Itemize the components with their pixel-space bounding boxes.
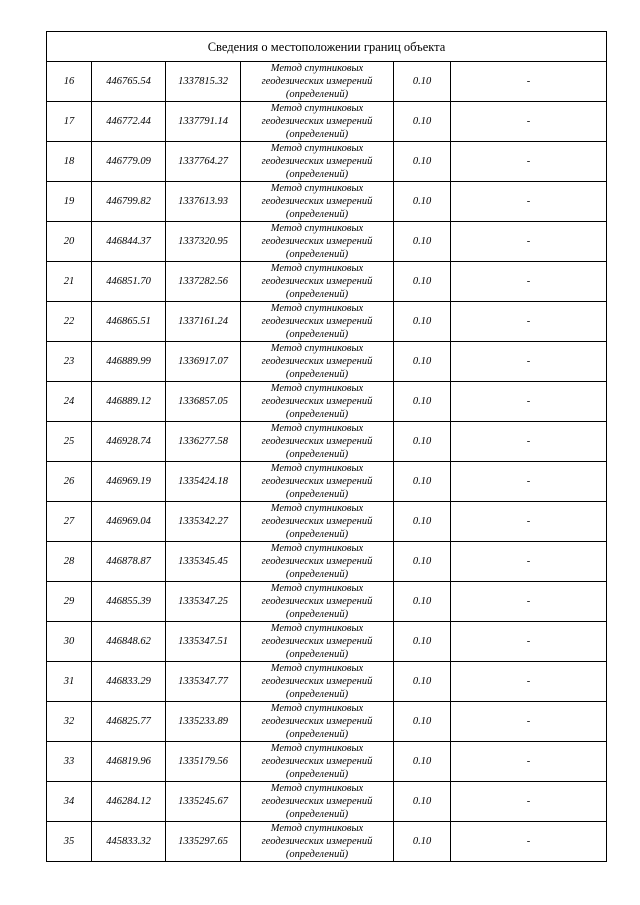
coordinate-y-cell: 1337161.24 xyxy=(166,302,241,342)
description-cell: - xyxy=(451,142,607,182)
method-line: Метод спутниковых xyxy=(270,583,364,594)
table-row xyxy=(47,542,607,582)
accuracy-cell: 0.10 xyxy=(394,182,451,222)
method-line: Метод спутниковых xyxy=(270,63,364,74)
coordinate-y-cell: 1335342.27 xyxy=(166,502,241,542)
method-line: Метод спутниковых xyxy=(270,383,364,394)
accuracy-cell: 0.10 xyxy=(394,142,451,182)
method-cell xyxy=(241,262,394,302)
description-cell: - xyxy=(451,382,607,422)
method-line: (определений) xyxy=(285,249,349,260)
coordinate-x-cell: 446969.04 xyxy=(92,502,166,542)
method-line: (определений) xyxy=(285,569,349,580)
method-line: (определений) xyxy=(285,489,349,500)
method-line: Метод спутниковых xyxy=(270,543,364,554)
method-line: геодезических измерений xyxy=(261,396,373,407)
table-row xyxy=(47,62,607,102)
method-cell xyxy=(241,462,394,502)
coordinate-y-cell: 1335347.25 xyxy=(166,582,241,622)
method-line: геодезических измерений xyxy=(261,156,373,167)
coordinate-x-cell: 446833.29 xyxy=(92,662,166,702)
accuracy-cell: 0.10 xyxy=(394,502,451,542)
description-cell: - xyxy=(451,742,607,782)
description-cell: - xyxy=(451,422,607,462)
table-row xyxy=(47,142,607,182)
accuracy-cell: 0.10 xyxy=(394,662,451,702)
accuracy-cell: 0.10 xyxy=(394,262,451,302)
description-cell: - xyxy=(451,622,607,662)
method-line: (определений) xyxy=(285,609,349,620)
method-line: (определений) xyxy=(285,409,349,420)
table-row xyxy=(47,622,607,662)
point-number-cell: 28 xyxy=(47,542,92,582)
description-cell: - xyxy=(451,302,607,342)
method-line: (определений) xyxy=(285,449,349,460)
coordinate-x-cell: 446855.39 xyxy=(92,582,166,622)
method-line: (определений) xyxy=(285,729,349,740)
table-body xyxy=(47,32,607,862)
description-cell: - xyxy=(451,102,607,142)
point-number-cell: 26 xyxy=(47,462,92,502)
coordinate-x-cell: 446889.99 xyxy=(92,342,166,382)
description-cell: - xyxy=(451,262,607,302)
point-number-cell: 18 xyxy=(47,142,92,182)
accuracy-cell: 0.10 xyxy=(394,342,451,382)
description-cell: - xyxy=(451,62,607,102)
method-line: геодезических измерений xyxy=(261,676,373,687)
table-row xyxy=(47,582,607,622)
coordinate-y-cell: 1337815.32 xyxy=(166,62,241,102)
coordinate-y-cell: 1335233.89 xyxy=(166,702,241,742)
method-line: геодезических измерений xyxy=(261,596,373,607)
method-line: геодезических измерений xyxy=(261,836,373,847)
method-line: (определений) xyxy=(285,129,349,140)
method-line: (определений) xyxy=(285,809,349,820)
boundary-coordinates-table xyxy=(46,31,607,862)
method-line: геодезических измерений xyxy=(261,516,373,527)
table-row xyxy=(47,702,607,742)
coordinate-y-cell: 1337764.27 xyxy=(166,142,241,182)
method-line: Метод спутниковых xyxy=(270,103,364,114)
coordinate-y-cell: 1335347.51 xyxy=(166,622,241,662)
method-cell xyxy=(241,342,394,382)
coordinate-y-cell: 1336857.05 xyxy=(166,382,241,422)
description-cell: - xyxy=(451,222,607,262)
coordinate-x-cell: 446969.19 xyxy=(92,462,166,502)
accuracy-cell: 0.10 xyxy=(394,622,451,662)
accuracy-cell: 0.10 xyxy=(394,462,451,502)
method-cell xyxy=(241,62,394,102)
description-cell: - xyxy=(451,502,607,542)
method-cell xyxy=(241,302,394,342)
method-line: геодезических измерений xyxy=(261,116,373,127)
method-line: (определений) xyxy=(285,529,349,540)
point-number-cell: 16 xyxy=(47,62,92,102)
method-line: (определений) xyxy=(285,769,349,780)
point-number-cell: 24 xyxy=(47,382,92,422)
coordinate-y-cell: 1336277.58 xyxy=(166,422,241,462)
point-number-cell: 30 xyxy=(47,622,92,662)
coordinate-x-cell: 446772.44 xyxy=(92,102,166,142)
method-line: Метод спутниковых xyxy=(270,783,364,794)
method-line: Метод спутниковых xyxy=(270,663,364,674)
coordinate-y-cell: 1337613.93 xyxy=(166,182,241,222)
method-line: (определений) xyxy=(285,289,349,300)
table-row xyxy=(47,222,607,262)
table-row xyxy=(47,262,607,302)
description-cell: - xyxy=(451,822,607,862)
point-number-cell: 33 xyxy=(47,742,92,782)
table-row xyxy=(47,302,607,342)
table-row xyxy=(47,742,607,782)
method-line: геодезических измерений xyxy=(261,556,373,567)
method-cell xyxy=(241,422,394,462)
coordinate-x-cell: 445833.32 xyxy=(92,822,166,862)
accuracy-cell: 0.10 xyxy=(394,302,451,342)
point-number-cell: 25 xyxy=(47,422,92,462)
method-line: геодезических измерений xyxy=(261,716,373,727)
method-line: геодезических измерений xyxy=(261,756,373,767)
method-line: Метод спутниковых xyxy=(270,343,364,354)
coordinate-y-cell: 1337282.56 xyxy=(166,262,241,302)
table-row xyxy=(47,382,607,422)
table-row xyxy=(47,102,607,142)
method-line: Метод спутниковых xyxy=(270,303,364,314)
method-cell xyxy=(241,382,394,422)
method-cell xyxy=(241,662,394,702)
coordinate-x-cell: 446878.87 xyxy=(92,542,166,582)
method-cell xyxy=(241,822,394,862)
method-line: (определений) xyxy=(285,849,349,860)
coordinate-y-cell: 1335347.77 xyxy=(166,662,241,702)
method-cell xyxy=(241,782,394,822)
accuracy-cell: 0.10 xyxy=(394,62,451,102)
coordinate-x-cell: 446819.96 xyxy=(92,742,166,782)
table-title: Сведения о местоположении границ объекта xyxy=(47,32,607,62)
method-cell xyxy=(241,502,394,542)
point-number-cell: 35 xyxy=(47,822,92,862)
point-number-cell: 17 xyxy=(47,102,92,142)
method-line: геодезических измерений xyxy=(261,316,373,327)
table-row xyxy=(47,822,607,862)
method-line: геодезических измерений xyxy=(261,76,373,87)
method-cell xyxy=(241,142,394,182)
coordinate-x-cell: 446848.62 xyxy=(92,622,166,662)
accuracy-cell: 0.10 xyxy=(394,782,451,822)
method-cell xyxy=(241,222,394,262)
accuracy-cell: 0.10 xyxy=(394,702,451,742)
method-line: геодезических измерений xyxy=(261,436,373,447)
point-number-cell: 20 xyxy=(47,222,92,262)
accuracy-cell: 0.10 xyxy=(394,222,451,262)
method-line: Метод спутниковых xyxy=(270,463,364,474)
method-line: (определений) xyxy=(285,689,349,700)
point-number-cell: 19 xyxy=(47,182,92,222)
description-cell: - xyxy=(451,462,607,502)
coordinate-x-cell: 446779.09 xyxy=(92,142,166,182)
table-row xyxy=(47,462,607,502)
method-line: Метод спутниковых xyxy=(270,183,364,194)
method-cell xyxy=(241,542,394,582)
coordinate-y-cell: 1335297.65 xyxy=(166,822,241,862)
point-number-cell: 23 xyxy=(47,342,92,382)
coordinate-x-cell: 446844.37 xyxy=(92,222,166,262)
table-row xyxy=(47,182,607,222)
description-cell: - xyxy=(451,342,607,382)
description-cell: - xyxy=(451,182,607,222)
method-line: Метод спутниковых xyxy=(270,503,364,514)
method-line: геодезических измерений xyxy=(261,356,373,367)
coordinate-y-cell: 1337320.95 xyxy=(166,222,241,262)
method-line: геодезических измерений xyxy=(261,276,373,287)
table-row xyxy=(47,422,607,462)
method-line: Метод спутниковых xyxy=(270,223,364,234)
coordinate-y-cell: 1335245.67 xyxy=(166,782,241,822)
coordinate-y-cell: 1335179.56 xyxy=(166,742,241,782)
table-row xyxy=(47,662,607,702)
coordinate-y-cell: 1336917.07 xyxy=(166,342,241,382)
method-line: (определений) xyxy=(285,89,349,100)
coordinate-y-cell: 1337791.14 xyxy=(166,102,241,142)
method-cell xyxy=(241,102,394,142)
method-line: Метод спутниковых xyxy=(270,823,364,834)
point-number-cell: 34 xyxy=(47,782,92,822)
accuracy-cell: 0.10 xyxy=(394,102,451,142)
coordinate-x-cell: 446928.74 xyxy=(92,422,166,462)
table-row xyxy=(47,782,607,822)
method-line: (определений) xyxy=(285,169,349,180)
method-line: Метод спутниковых xyxy=(270,743,364,754)
accuracy-cell: 0.10 xyxy=(394,822,451,862)
coordinate-x-cell: 446284.12 xyxy=(92,782,166,822)
coordinate-x-cell: 446765.54 xyxy=(92,62,166,102)
method-line: Метод спутниковых xyxy=(270,703,364,714)
table-title-row xyxy=(47,32,607,62)
accuracy-cell: 0.10 xyxy=(394,742,451,782)
point-number-cell: 22 xyxy=(47,302,92,342)
method-line: геодезических измерений xyxy=(261,796,373,807)
point-number-cell: 27 xyxy=(47,502,92,542)
method-line: (определений) xyxy=(285,649,349,660)
point-number-cell: 21 xyxy=(47,262,92,302)
method-line: геодезических измерений xyxy=(261,236,373,247)
description-cell: - xyxy=(451,662,607,702)
description-cell: - xyxy=(451,582,607,622)
method-line: (определений) xyxy=(285,329,349,340)
method-line: геодезических измерений xyxy=(261,476,373,487)
method-line: геодезических измерений xyxy=(261,196,373,207)
method-line: Метод спутниковых xyxy=(270,623,364,634)
coordinate-x-cell: 446865.51 xyxy=(92,302,166,342)
point-number-cell: 29 xyxy=(47,582,92,622)
point-number-cell: 31 xyxy=(47,662,92,702)
method-line: Метод спутниковых xyxy=(270,423,364,434)
description-cell: - xyxy=(451,782,607,822)
accuracy-cell: 0.10 xyxy=(394,422,451,462)
method-line: (определений) xyxy=(285,369,349,380)
method-line: геодезических измерений xyxy=(261,636,373,647)
coordinate-y-cell: 1335424.18 xyxy=(166,462,241,502)
coordinate-x-cell: 446851.70 xyxy=(92,262,166,302)
method-cell xyxy=(241,182,394,222)
coordinate-y-cell: 1335345.45 xyxy=(166,542,241,582)
method-line: Метод спутниковых xyxy=(270,143,364,154)
description-cell: - xyxy=(451,702,607,742)
point-number-cell: 32 xyxy=(47,702,92,742)
coordinate-x-cell: 446799.82 xyxy=(92,182,166,222)
method-line: (определений) xyxy=(285,209,349,220)
coordinate-x-cell: 446889.12 xyxy=(92,382,166,422)
description-cell: - xyxy=(451,542,607,582)
accuracy-cell: 0.10 xyxy=(394,382,451,422)
accuracy-cell: 0.10 xyxy=(394,582,451,622)
accuracy-cell: 0.10 xyxy=(394,542,451,582)
table-row xyxy=(47,502,607,542)
method-line: Метод спутниковых xyxy=(270,263,364,274)
method-cell xyxy=(241,742,394,782)
method-cell xyxy=(241,582,394,622)
table-row xyxy=(47,342,607,382)
method-cell xyxy=(241,702,394,742)
coordinate-x-cell: 446825.77 xyxy=(92,702,166,742)
method-cell xyxy=(241,622,394,662)
